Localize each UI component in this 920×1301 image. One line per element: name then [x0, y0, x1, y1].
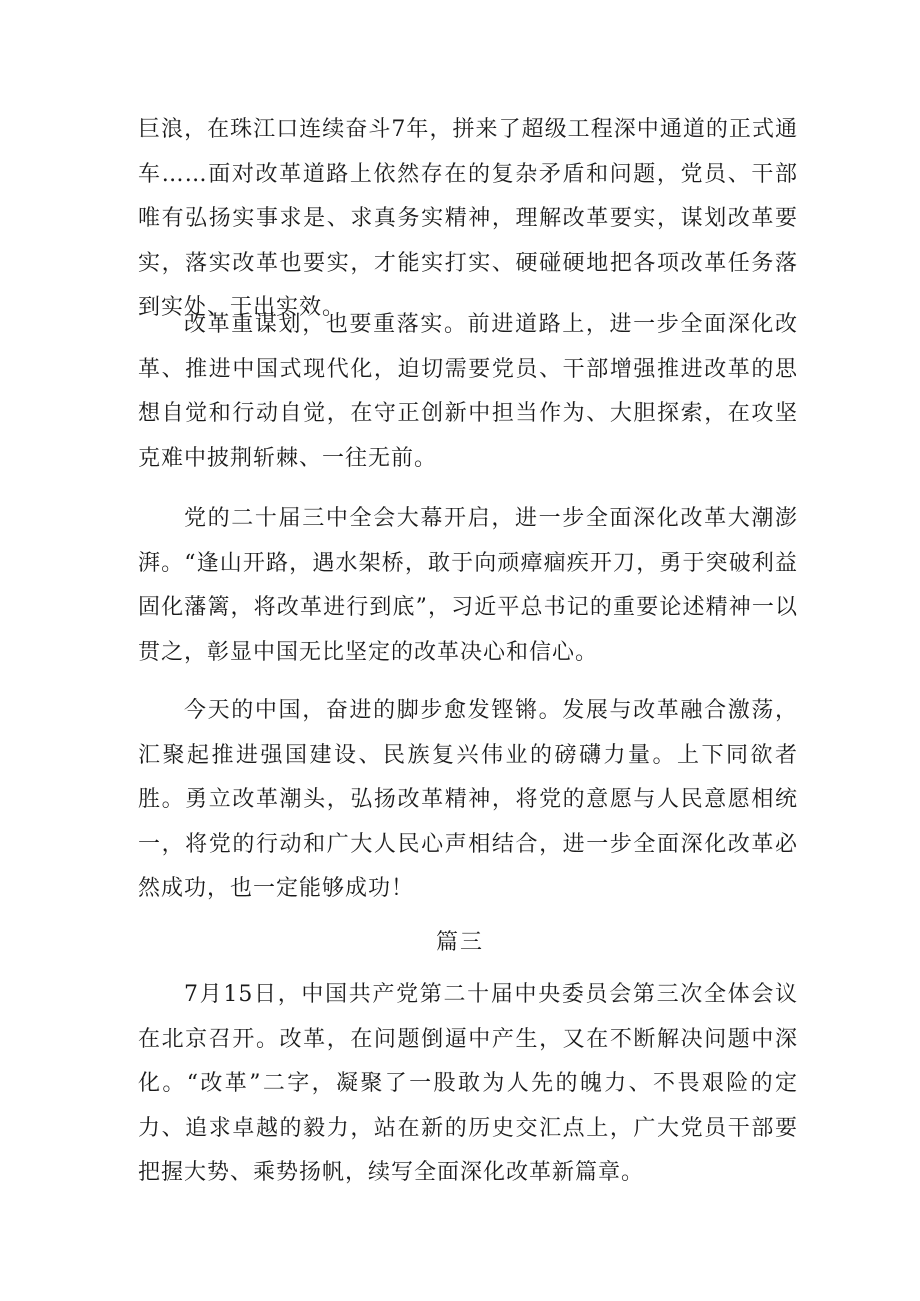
- section-heading: 篇三: [435, 930, 484, 955]
- paragraph-third-plenum: 党的二十届三中全会大幕开启，进一步全面深化改革大潮澎湃。“逢山开路，遇水架桥，敢于向顽瘴痼疾开刀，勇于突破利益固化藩篱，将改革进行到底”，习近平总书记的重要论述精神一以贯之，彰显中国无比坚定的改革决心和信心。: [138, 506, 798, 665]
- paragraph-section-three: 7月15日，中国共产党第二十届中央委员会第三次全体会议在北京召开。改革，在问题倒逼中产生，又在不断解决问题中深化。“改革”二字，凝聚了一股敢为人先的魄力、不畏艰险的定力、追求卓越的毅力，站在新的历史交汇点上，广大党员干部要把握大势、乘势扬帆，续写全面深化改革新篇章。: [138, 982, 798, 1185]
- paragraph-continuation: 巨浪，在珠江口连续奋斗7年，拼来了超级工程深中通道的正式通车……面对改革道路上依然存在的复杂矛盾和问题，党员、干部唯有弘扬实事求是、求真务实精神，理解改革要实，谋划改革要实，落实改革也要实，才能实打实、硬碰硬地把各项改革任务落到实处、干出实效。: [138, 117, 798, 320]
- paragraph-reform-implementation: 改革重谋划，也要重落实。前进道路上，进一步全面深化改革、推进中国式现代化，迫切需要党员、干部增强推进改革的思想自觉和行动自觉，在守正创新中担当作为、大胆探索，在攻坚克难中披荆斩棘、一往无前。: [138, 312, 798, 471]
- paragraph-today-china: 今天的中国，奋进的脚步愈发铿锵。发展与改革融合激荡，汇聚起推进强国建设、民族复兴伟业的磅礴力量。上下同欲者胜。勇立改革潮头，弘扬改革精神，将党的意愿与人民意愿相统一，将党的行动和广大人民心声相结合，进一步全面深化改革必然成功，也一定能够成功！: [138, 698, 798, 901]
